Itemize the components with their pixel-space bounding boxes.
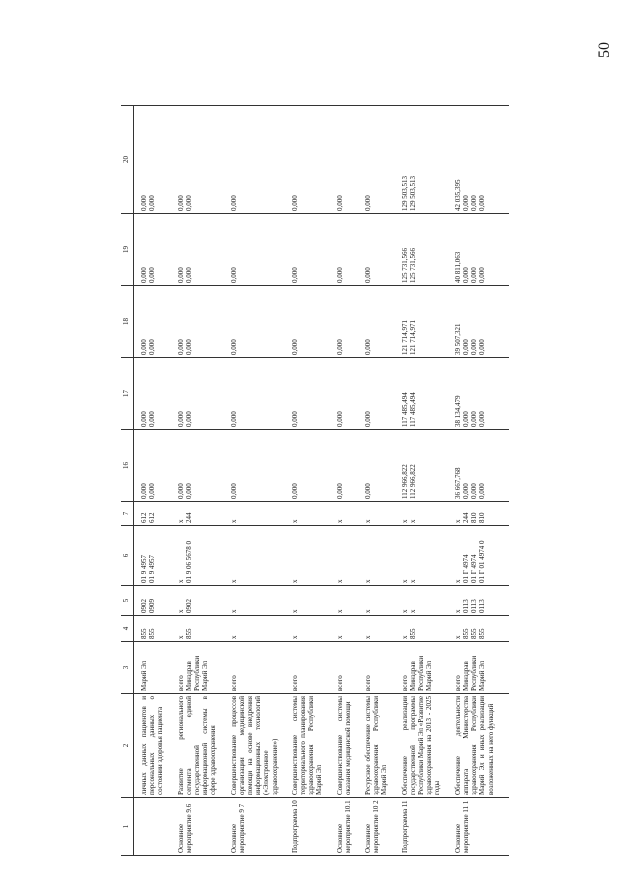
cell-line: x bbox=[229, 609, 238, 613]
cell-c5 bbox=[330, 586, 358, 616]
cell-line: 121 714,971 bbox=[408, 320, 417, 355]
cell-line: 612 bbox=[140, 512, 148, 523]
cell-line: x bbox=[229, 519, 238, 523]
cell-line: 0,000 bbox=[176, 267, 185, 283]
cell-line: 0,000 bbox=[470, 267, 479, 283]
cell-line: x bbox=[408, 609, 417, 613]
cell-line: Совершенствование системы территориального планирования здравоохранения Республики Марий Эл bbox=[290, 696, 324, 795]
cell-line: 0,000 bbox=[148, 195, 157, 211]
cell-c4 bbox=[448, 616, 509, 642]
cell-c18 bbox=[171, 286, 224, 358]
cell-c7 bbox=[358, 502, 395, 526]
cell-c17 bbox=[330, 358, 358, 430]
cell-line: 0,000 bbox=[364, 339, 373, 355]
cell-line: x bbox=[408, 519, 417, 523]
cell-line: 0113 bbox=[478, 599, 487, 613]
cell-line: 0,000 bbox=[470, 483, 479, 499]
cell-line: 0,000 bbox=[478, 195, 487, 211]
cell-c19 bbox=[395, 214, 448, 286]
cell-line: 0,000 bbox=[148, 339, 157, 355]
cell-line: 0113 bbox=[461, 599, 470, 613]
table-row bbox=[448, 106, 509, 856]
cell-line: 125 731,566 bbox=[400, 248, 409, 283]
cell-line: 810 bbox=[478, 512, 487, 523]
cell-line: x bbox=[453, 579, 462, 583]
cell-line: x bbox=[400, 519, 409, 523]
cell-c2 bbox=[330, 694, 358, 798]
cell-c17 bbox=[171, 358, 224, 430]
cell-c16 bbox=[224, 430, 285, 502]
cell-line: Подпрограмма 10 bbox=[290, 800, 299, 853]
cell-line: x bbox=[453, 609, 462, 613]
cell-c7 bbox=[395, 502, 448, 526]
cell-c2 bbox=[134, 694, 171, 798]
cell-line: 0,000 bbox=[140, 195, 148, 211]
cell-c4 bbox=[395, 616, 448, 642]
cell-line: 0,000 bbox=[148, 483, 157, 499]
cell-line: 01 9 06 5678 0 bbox=[184, 541, 193, 583]
cell-line: 0,000 bbox=[140, 483, 148, 499]
rotated-table-wrapper bbox=[121, 106, 623, 856]
cell-c1 bbox=[134, 798, 171, 856]
cell-line: личных данных пациентов и персональных данных о состоянии здоровья пациента bbox=[140, 696, 165, 795]
cell-line: x bbox=[335, 609, 344, 613]
cell-c16 bbox=[358, 430, 395, 502]
cell-line: 855 bbox=[408, 628, 417, 639]
cell-line: 0113 bbox=[470, 599, 479, 613]
cell-line bbox=[495, 644, 503, 691]
cell-line: 0,000 bbox=[290, 195, 299, 211]
cell-line: 0,000 bbox=[148, 411, 157, 427]
table-row bbox=[134, 106, 171, 856]
cell-line: 0,000 bbox=[470, 339, 479, 355]
cell-line: всего bbox=[176, 675, 185, 691]
cell-c2 bbox=[358, 694, 395, 798]
cell-line: 855 bbox=[148, 628, 157, 639]
cell-line: 855 bbox=[478, 628, 487, 639]
col-header: 5 bbox=[121, 586, 134, 616]
cell-c18 bbox=[448, 286, 509, 358]
cell-c3 bbox=[448, 642, 509, 694]
cell-line: 01 9 4957 bbox=[148, 555, 157, 583]
cell-c1 bbox=[395, 798, 448, 856]
cell-c5 bbox=[224, 586, 285, 616]
cell-c18 bbox=[285, 286, 330, 358]
cell-line: 0,000 bbox=[229, 483, 238, 499]
cell-c5 bbox=[395, 586, 448, 616]
cell-c5 bbox=[448, 586, 509, 616]
cell-line: Основное мероприятие 10.1 bbox=[335, 800, 352, 853]
cell-line: 0,000 bbox=[140, 339, 148, 355]
cell-c19 bbox=[358, 214, 395, 286]
cell-c7 bbox=[285, 502, 330, 526]
cell-line: x bbox=[229, 635, 238, 639]
cell-c6 bbox=[330, 526, 358, 586]
cell-c1 bbox=[224, 798, 285, 856]
cell-line: всего bbox=[335, 675, 344, 691]
cell-c17 bbox=[448, 358, 509, 430]
cell-line: 0,000 bbox=[176, 411, 185, 427]
cell-line: 01 9 4957 bbox=[140, 555, 148, 583]
cell-line: 0,000 bbox=[176, 339, 185, 355]
cell-line: 855 bbox=[461, 628, 470, 639]
cell-c18 bbox=[224, 286, 285, 358]
cell-line: 0,000 bbox=[290, 339, 299, 355]
col-header: 1 bbox=[121, 798, 134, 856]
cell-c19 bbox=[285, 214, 330, 286]
cell-c7 bbox=[224, 502, 285, 526]
cell-c20 bbox=[134, 106, 171, 214]
cell-line: Ресурсное обеспечение системы здравоохранения Республики Марий Эл bbox=[364, 696, 389, 795]
cell-line: 0,000 bbox=[176, 483, 185, 499]
cell-c19 bbox=[330, 214, 358, 286]
cell-line: 0902 bbox=[184, 599, 193, 613]
cell-line: 0,000 bbox=[290, 411, 299, 427]
cell-c1 bbox=[171, 798, 224, 856]
cell-c7 bbox=[448, 502, 509, 526]
cell-c20 bbox=[395, 106, 448, 214]
cell-c17 bbox=[285, 358, 330, 430]
cell-c3 bbox=[285, 642, 330, 694]
cell-line: Основное мероприятие 10 2 bbox=[364, 800, 381, 853]
cell-line: x bbox=[364, 609, 373, 613]
cell-c7 bbox=[171, 502, 224, 526]
table-row bbox=[330, 106, 358, 856]
cell-c5 bbox=[285, 586, 330, 616]
cell-line: 38 134,479 bbox=[453, 395, 462, 427]
col-header: 16 bbox=[121, 430, 134, 502]
col-header: 20 bbox=[121, 106, 134, 214]
cell-c4 bbox=[285, 616, 330, 642]
cell-c4 bbox=[224, 616, 285, 642]
cell-c17 bbox=[358, 358, 395, 430]
cell-line: всего bbox=[453, 675, 462, 691]
cell-line: x bbox=[400, 579, 409, 583]
cell-line: x bbox=[400, 635, 409, 639]
cell-line: 0,000 bbox=[335, 483, 344, 499]
col-header: 18 bbox=[121, 286, 134, 358]
table-row bbox=[171, 106, 224, 856]
cell-line: 0,000 bbox=[335, 339, 344, 355]
table-body bbox=[134, 106, 509, 856]
cell-line: 0,000 bbox=[176, 195, 185, 211]
cell-line: 855 bbox=[184, 628, 193, 639]
cell-c3 bbox=[134, 642, 171, 694]
cell-line: 0,000 bbox=[470, 195, 479, 211]
table-row bbox=[285, 106, 330, 856]
cell-c18 bbox=[395, 286, 448, 358]
cell-line: x bbox=[453, 635, 462, 639]
cell-line: 0,000 bbox=[461, 339, 470, 355]
page-number: 50 bbox=[596, 42, 613, 58]
cell-line: 01 Г 01 4974 0 bbox=[478, 540, 487, 583]
cell-line: 0,000 bbox=[364, 483, 373, 499]
cell-line: 129 503,513 bbox=[408, 176, 417, 211]
cell-c6 bbox=[395, 526, 448, 586]
cell-c2 bbox=[395, 694, 448, 798]
cell-c16 bbox=[330, 430, 358, 502]
col-header: 7 bbox=[121, 502, 134, 526]
cell-line: 0,000 bbox=[478, 411, 487, 427]
cell-c1 bbox=[330, 798, 358, 856]
cell-c16 bbox=[395, 430, 448, 502]
cell-c3 bbox=[171, 642, 224, 694]
cell-line: 0,000 bbox=[290, 483, 299, 499]
cell-line: x bbox=[176, 519, 185, 523]
cell-line: всего bbox=[364, 675, 373, 691]
cell-line: 0,000 bbox=[229, 267, 238, 283]
budget-table bbox=[121, 105, 509, 856]
cell-c6 bbox=[358, 526, 395, 586]
cell-line: 0,000 bbox=[184, 339, 193, 355]
col-header: 3 bbox=[121, 642, 134, 694]
cell-line: 121 714,971 bbox=[400, 320, 409, 355]
cell-line: 0,000 bbox=[290, 267, 299, 283]
cell-c5 bbox=[171, 586, 224, 616]
cell-c19 bbox=[448, 214, 509, 286]
cell-c6 bbox=[285, 526, 330, 586]
cell-c18 bbox=[358, 286, 395, 358]
cell-line bbox=[487, 644, 495, 691]
cell-c3 bbox=[224, 642, 285, 694]
cell-line: Совершенствование системы оказания медицинской помощи bbox=[335, 696, 352, 795]
table-row bbox=[224, 106, 285, 856]
cell-line: 0902 bbox=[140, 599, 148, 613]
cell-c4 bbox=[171, 616, 224, 642]
cell-c16 bbox=[285, 430, 330, 502]
cell-line: 112 966,822 bbox=[408, 464, 417, 499]
cell-line: 0,000 bbox=[461, 411, 470, 427]
cell-line: 0,000 bbox=[229, 195, 238, 211]
cell-line: 0,000 bbox=[478, 339, 487, 355]
cell-c1 bbox=[448, 798, 509, 856]
table-row bbox=[395, 106, 448, 856]
cell-line: x bbox=[400, 609, 409, 613]
cell-line: 112 966,822 bbox=[400, 464, 409, 499]
cell-line: 0909 bbox=[148, 599, 157, 613]
col-header: 19 bbox=[121, 214, 134, 286]
cell-line bbox=[148, 644, 156, 691]
cell-line: всего bbox=[400, 675, 409, 691]
cell-line: 0,000 bbox=[335, 411, 344, 427]
cell-c3 bbox=[358, 642, 395, 694]
cell-c2 bbox=[285, 694, 330, 798]
cell-c17 bbox=[134, 358, 171, 430]
cell-c5 bbox=[358, 586, 395, 616]
cell-line: 244 bbox=[461, 512, 470, 523]
cell-c3 bbox=[330, 642, 358, 694]
cell-line: 117 485,494 bbox=[408, 392, 417, 427]
cell-line: x bbox=[176, 635, 185, 639]
cell-line: 855 bbox=[470, 628, 479, 639]
cell-line: x bbox=[408, 579, 417, 583]
cell-line: Минздрав Республики Марий Эл bbox=[408, 655, 434, 691]
cell-line: 0,000 bbox=[184, 195, 193, 211]
cell-c5 bbox=[134, 586, 171, 616]
cell-line: x bbox=[335, 579, 344, 583]
table-row bbox=[358, 106, 395, 856]
cell-c20 bbox=[330, 106, 358, 214]
cell-line: x bbox=[364, 519, 373, 523]
cell-line: Марий Эл bbox=[140, 660, 148, 691]
header-row bbox=[121, 106, 134, 856]
cell-line: 0,000 bbox=[364, 411, 373, 427]
cell-c20 bbox=[358, 106, 395, 214]
cell-line: Основное мероприятие 11 1 bbox=[453, 800, 470, 853]
cell-c6 bbox=[134, 526, 171, 586]
cell-line: Основное мероприятие 9.6 bbox=[176, 803, 193, 853]
cell-line: Минздрав Республики Марий Эл bbox=[461, 655, 487, 691]
cell-c18 bbox=[134, 286, 171, 358]
cell-line: x bbox=[290, 609, 299, 613]
cell-line: x bbox=[290, 579, 299, 583]
col-header: 2 bbox=[121, 694, 134, 798]
cell-line: x bbox=[176, 579, 185, 583]
cell-line: 42 035,395 bbox=[453, 179, 462, 211]
cell-line: 0,000 bbox=[461, 195, 470, 211]
cell-line: 0,000 bbox=[184, 267, 193, 283]
cell-line: 0,000 bbox=[470, 411, 479, 427]
cell-line: x bbox=[176, 609, 185, 613]
cell-line: x bbox=[364, 635, 373, 639]
cell-c20 bbox=[285, 106, 330, 214]
cell-line: Обеспечение деятельности аппарата Министерства здравоохранения Республики Марий Эл и иных реализации возложенных на него функций bbox=[453, 696, 495, 795]
cell-c18 bbox=[330, 286, 358, 358]
cell-line: 0,000 bbox=[335, 195, 344, 211]
cell-line: x bbox=[290, 519, 299, 523]
cell-c2 bbox=[171, 694, 224, 798]
cell-line: Развитие регионального сегмента единой государственной информационной системы в сфере здравоохранения bbox=[176, 696, 218, 795]
cell-line: Совершенствование процессов организации медицинской помощи на основе внедрения информационных технологий («Электронное здравоохранение») bbox=[229, 696, 279, 795]
cell-c6 bbox=[448, 526, 509, 586]
cell-line: 0,000 bbox=[478, 267, 487, 283]
cell-line: 855 bbox=[140, 628, 148, 639]
cell-c7 bbox=[134, 502, 171, 526]
cell-line: 0,000 bbox=[229, 339, 238, 355]
cell-c2 bbox=[448, 694, 509, 798]
cell-line: 01 Г 4974 bbox=[461, 554, 470, 583]
cell-line: 244 bbox=[184, 512, 193, 523]
cell-line: всего bbox=[290, 675, 299, 691]
cell-line: 0,000 bbox=[461, 483, 470, 499]
cell-line: Подпрограмма 11 bbox=[400, 800, 409, 853]
cell-c16 bbox=[171, 430, 224, 502]
cell-line: 612 bbox=[148, 512, 157, 523]
cell-line: x bbox=[335, 635, 344, 639]
cell-line: 117 485,494 bbox=[400, 392, 409, 427]
cell-c2 bbox=[224, 694, 285, 798]
cell-line: Минздрав Республики Марий Эл bbox=[184, 655, 210, 691]
cell-line: 0,000 bbox=[140, 411, 148, 427]
cell-line: 0,000 bbox=[461, 267, 470, 283]
col-header: 6 bbox=[121, 526, 134, 586]
cell-line: 810 bbox=[470, 512, 479, 523]
cell-line bbox=[140, 800, 148, 853]
cell-line: x bbox=[229, 579, 238, 583]
cell-line: всего bbox=[229, 675, 238, 691]
cell-line: 129 503,513 bbox=[400, 176, 409, 211]
cell-line: 0,000 bbox=[478, 483, 487, 499]
cell-line: x bbox=[364, 579, 373, 583]
cell-line: 0,000 bbox=[184, 411, 193, 427]
cell-line: 36 667,768 bbox=[453, 467, 462, 499]
cell-line: x bbox=[290, 635, 299, 639]
cell-c17 bbox=[395, 358, 448, 430]
cell-c19 bbox=[134, 214, 171, 286]
col-header: 17 bbox=[121, 358, 134, 430]
cell-c16 bbox=[134, 430, 171, 502]
cell-c6 bbox=[224, 526, 285, 586]
cell-line: 0,000 bbox=[140, 267, 148, 283]
cell-c3 bbox=[395, 642, 448, 694]
cell-c7 bbox=[330, 502, 358, 526]
cell-c20 bbox=[448, 106, 509, 214]
cell-c6 bbox=[171, 526, 224, 586]
cell-c17 bbox=[224, 358, 285, 430]
cell-line: Основное мероприятие 9 7 bbox=[229, 803, 246, 853]
cell-line: 0,000 bbox=[148, 267, 157, 283]
cell-line: x bbox=[453, 519, 462, 523]
cell-c4 bbox=[330, 616, 358, 642]
cell-line: 0,000 bbox=[364, 195, 373, 211]
cell-line: 0,000 bbox=[184, 483, 193, 499]
cell-c20 bbox=[224, 106, 285, 214]
cell-c1 bbox=[285, 798, 330, 856]
cell-line: Обеспечение реализации государственной программы Республики Марий Эл «Развитие здравоохранения на 2013 - 2025 годы bbox=[400, 696, 442, 795]
cell-c20 bbox=[171, 106, 224, 214]
cell-line: 39 507,321 bbox=[453, 323, 462, 355]
cell-c19 bbox=[171, 214, 224, 286]
cell-line: x bbox=[335, 519, 344, 523]
cell-c4 bbox=[358, 616, 395, 642]
col-header: 4 bbox=[121, 616, 134, 642]
cell-line: 125 731,566 bbox=[408, 248, 417, 283]
cell-line: 40 811,063 bbox=[453, 251, 462, 283]
cell-line: 0,000 bbox=[364, 267, 373, 283]
cell-line: 0,000 bbox=[229, 411, 238, 427]
cell-line: 01 Г 4974 bbox=[470, 554, 479, 583]
cell-c4 bbox=[134, 616, 171, 642]
cell-line: 0,000 bbox=[335, 267, 344, 283]
cell-c16 bbox=[448, 430, 509, 502]
cell-c19 bbox=[224, 214, 285, 286]
cell-c1 bbox=[358, 798, 395, 856]
